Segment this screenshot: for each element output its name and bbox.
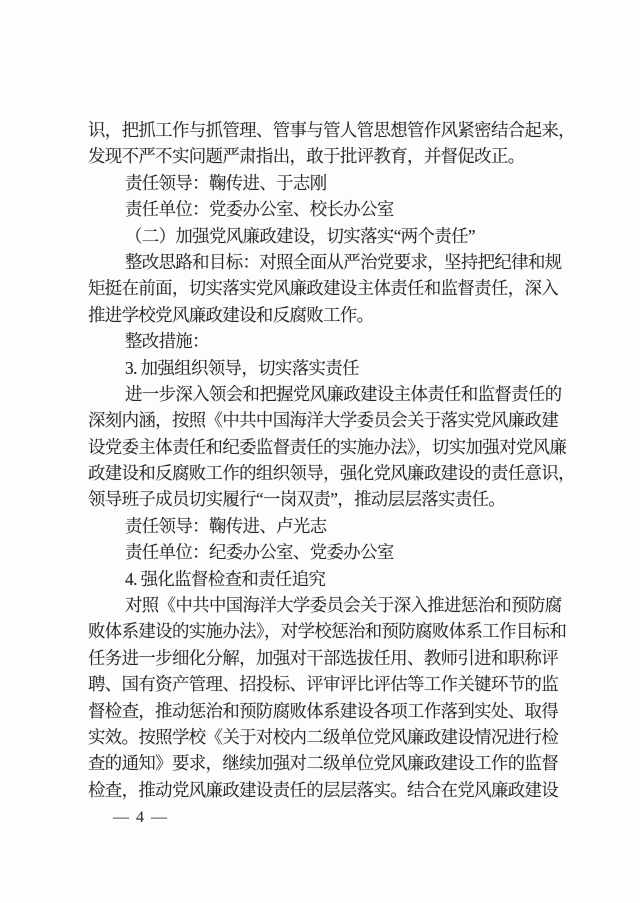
text-line: 深刻内涵，按照《中共中国海洋大学委员会关于落实党风廉政建 (88, 410, 559, 431)
text-line: 整改措施： (125, 331, 209, 352)
text-line: 责任领导：鞠传进、卢光志 (125, 515, 327, 536)
text-line: 发现不严不实问题严肃指出，敢于批评教育，并督促改正。 (88, 146, 525, 167)
text-line: 任务进一步细化分解，加强对干部选拔任用、教师引进和职称评 (88, 647, 559, 668)
text-line: 聘、国有资产管理、招投标、评审评比评估等工作关键环节的监 (88, 674, 559, 695)
text-line: 推进学校党风廉政建设和反腐败工作。 (88, 304, 374, 325)
text-line: 查的通知》要求，继续加强对二级单位党风廉政建设工作的监督 (88, 753, 559, 774)
text-line: 进一步深入领会和把握党风廉政建设主体责任和监督责任的 (125, 383, 562, 404)
page-number: — 4 — (113, 809, 169, 826)
text-line: 识，把抓工作与抓管理、管事与管人管思想管作风紧密结合起来， (88, 120, 575, 140)
text-line: 败体系建设的实施办法》，对学校惩治和预防腐败体系工作目标和 (88, 621, 567, 642)
text-line: 设党委主体责任和纪委监督责任的实施办法》，切实加强对党风廉 (88, 436, 567, 457)
text-line: 政建设和反腐败工作的组织领导，强化党风廉政建设的责任意识， (88, 463, 575, 484)
text-line: （二）加强党风廉政建设，切实落实“两个责任” (125, 225, 476, 246)
text-line: 对照《中共中国海洋大学委员会关于深入推进惩治和预防腐 (125, 595, 562, 616)
text-line: 责任单位：党委办公室、校长办公室 (125, 199, 394, 220)
text-line: 责任单位：纪委办公室、党委办公室 (125, 542, 394, 563)
text-line: 4. 强化监督检查和责任追究 (125, 568, 326, 589)
text-line: 矩挺在前面，切实落实党风廉政建设主体责任和监督责任，深入 (88, 278, 559, 299)
text-line: 督检查，推动惩治和预防腐败体系建设各项工作落到实处、取得 (88, 700, 559, 721)
text-line: 检查，推动党风廉政建设责任的层层落实。结合在党风廉政建设 (88, 779, 559, 800)
text-line: 责任领导：鞠传进、于志刚 (125, 172, 327, 193)
text-line: 整改思路和目标：对照全面从严治党要求，坚持把纪律和规 (125, 251, 562, 272)
text-line: 领导班子成员切实履行“一岗双责”，推动层层落实责任。 (88, 489, 506, 510)
text-line: 3. 加强组织领导，切实落实责任 (125, 357, 359, 378)
document-body (88, 117, 580, 803)
text-line: 实效。按照学校《关于对校内二级单位党风廉政建设情况进行检 (88, 726, 559, 747)
